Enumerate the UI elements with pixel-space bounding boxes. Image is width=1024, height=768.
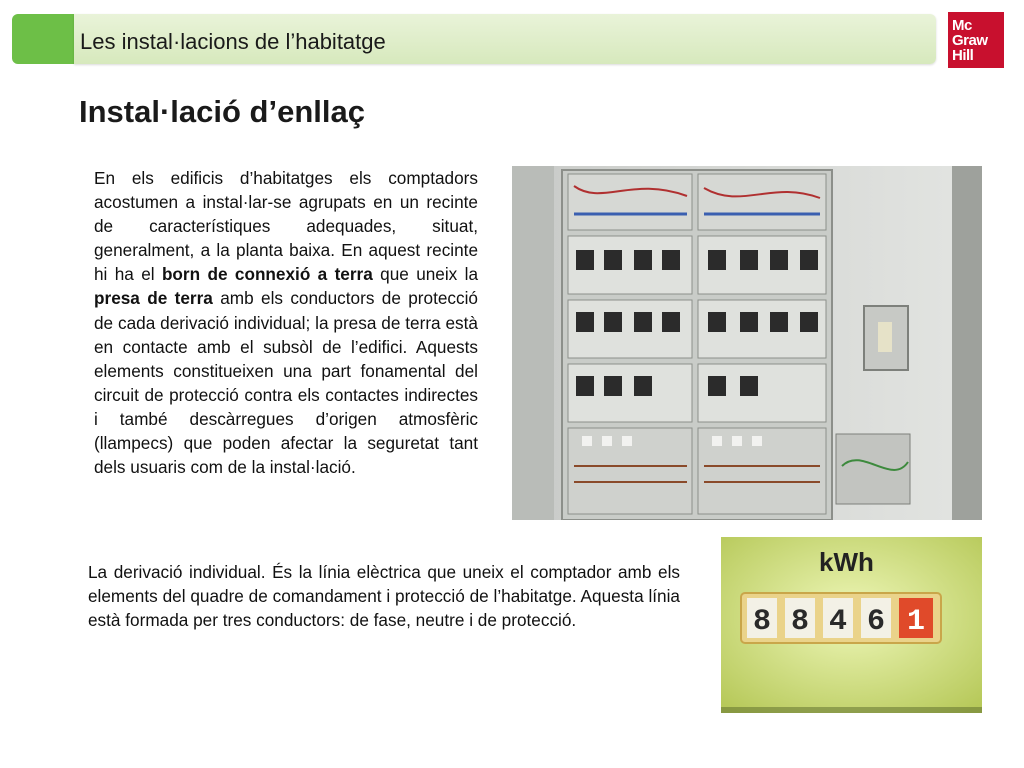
- meter-digit-1: 8: [753, 605, 772, 639]
- paragraph-1-text-b: que uneix la: [372, 264, 479, 285]
- page-title: Instal·lació d’enllaç: [79, 94, 365, 129]
- meter-cabinet-illustration: [512, 166, 982, 520]
- logo-line-1: Mc: [952, 16, 972, 34]
- body-paragraph-2: La derivació individual. És la línia elèctrica que uneix el comptador amb els elements del quadre de comandament i protecció de l’habitatge. Aquesta línia està formada per tres conductors: de fase, neutre i de protecció.: [88, 562, 680, 631]
- meter-cabinet-photo: [512, 166, 982, 520]
- meter-digit-5: 1: [907, 605, 926, 639]
- paragraph-1-bold-b: presa de terra: [94, 288, 213, 309]
- paragraph-1-bold-a: born de connexió a terra: [161, 264, 373, 285]
- kwh-meter-illustration: [721, 537, 982, 713]
- kwh-meter-photo: [721, 537, 982, 713]
- body-paragraph-1: [94, 166, 478, 479]
- paragraph-1-text-a: En els edificis d’habitatges els comptadors acostumen a instal·lar-se agrupats en un recinte de característiques adequades, situat, generalment, a la planta baixa. En aquest recinte hi ha el: [94, 168, 478, 285]
- kwh-label: kWh: [819, 547, 874, 577]
- mcgraw-hill-logo: [948, 12, 1004, 68]
- meter-digit-3: 4: [829, 605, 848, 639]
- meter-digit-2: 8: [791, 605, 810, 639]
- logo-line-3: Hill: [952, 46, 974, 64]
- meter-digit-4: 6: [867, 605, 886, 639]
- paragraph-1-text-c: amb els conductors de protecció de cada derivació individual; la presa de terra està en contacte amb el subsòl de l’edifici. Aquests elements constitueixen una part fonamental del circuit de protecció contra els contactes indirectes i també descàrregues d’origen atmosfèric (llampecs) que poden afectar la seguretat tant dels usuaris com de la instal·lació.: [94, 288, 478, 478]
- logo-line-2: Graw: [952, 31, 988, 49]
- header-title: Les instal·lacions de l’habitatge: [80, 29, 386, 54]
- header-accent-bar: [12, 14, 76, 64]
